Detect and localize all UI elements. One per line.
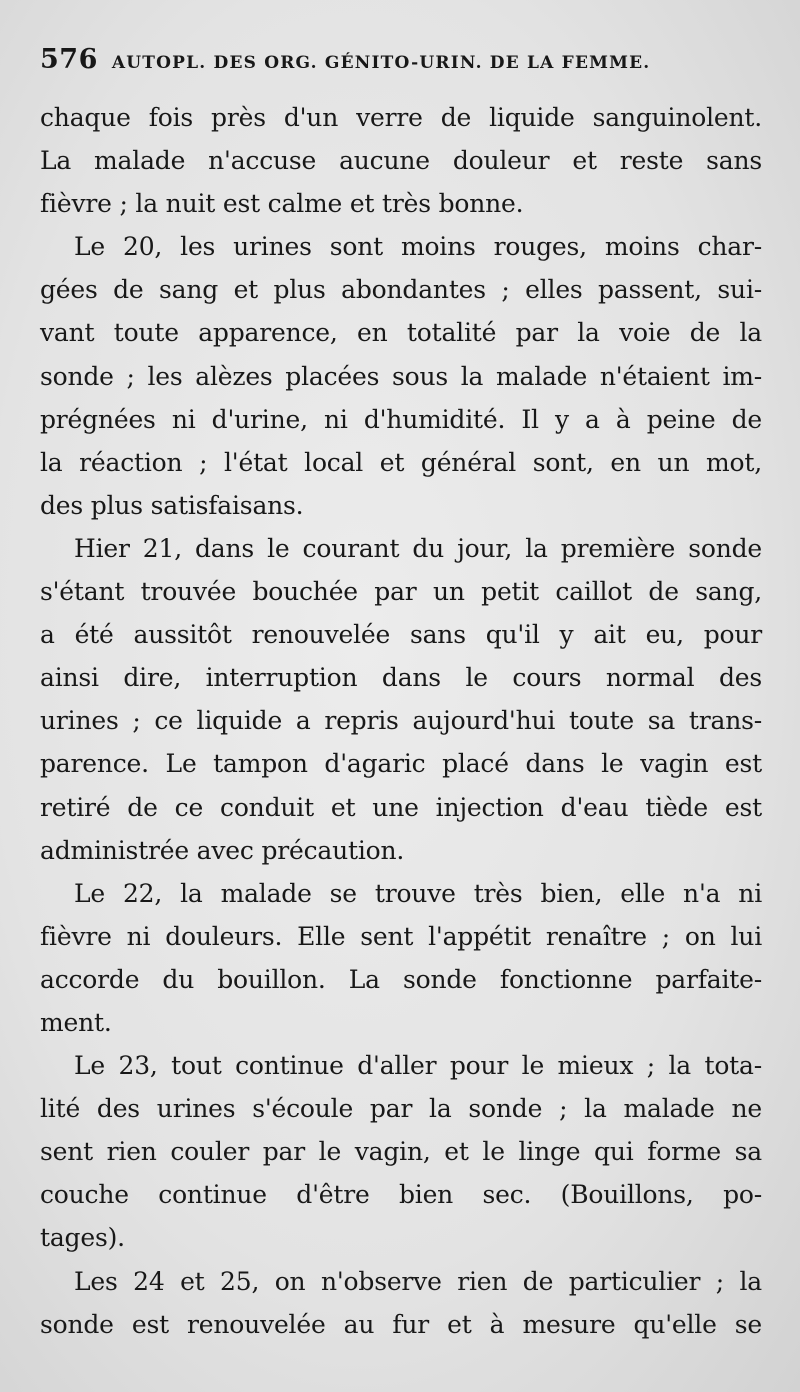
running-head bbox=[40, 40, 760, 80]
page-number: 576 bbox=[40, 44, 98, 75]
text-line: retiré de ce conduit et une injection d'eau tiède est bbox=[40, 792, 762, 822]
text-line: couche continue d'être bien sec. (Bouillons, po- bbox=[40, 1180, 762, 1210]
text-line: ainsi dire, interruption dans le cours normal des bbox=[40, 663, 762, 693]
running-head-title: AUTOPL. DES ORG. GÉNITO-URIN. DE LA FEMME. bbox=[111, 53, 651, 73]
text-line: administrée avec précaution. bbox=[40, 835, 405, 865]
text-line: tages). bbox=[40, 1223, 125, 1253]
text-line: la réaction ; l'état local et général sont, en un mot, bbox=[40, 447, 762, 477]
text-line: ment. bbox=[40, 1007, 112, 1037]
text-line: a été aussitôt renouvelée sans qu'il y ait eu, pour bbox=[40, 620, 762, 650]
text-line: accorde du bouillon. La sonde fonctionne parfaite- bbox=[40, 964, 762, 994]
text-line: prégnées ni d'urine, ni d'humidité. Il y a à peine de bbox=[40, 404, 762, 434]
text-line: sonde est renouvelée au fur et à mesure qu'elle se bbox=[40, 1309, 762, 1339]
text-line: parence. Le tampon d'agaric placé dans le vagin est bbox=[40, 749, 762, 779]
text-line: Le 23, tout continue d'aller pour le mieux ; la tota- bbox=[74, 1051, 762, 1081]
text-line: Le 22, la malade se trouve très bien, elle n'a ni bbox=[74, 878, 762, 908]
body-text bbox=[40, 96, 762, 1346]
text-line: lité des urines s'écoule par la sonde ; la malade ne bbox=[40, 1094, 762, 1124]
text-line: vant toute apparence, en totalité par la voie de la bbox=[40, 318, 762, 348]
text-line: sonde ; les alèzes placées sous la malade n'étaient im- bbox=[40, 361, 762, 391]
text-line: urines ; ce liquide a repris aujourd'hui toute sa trans- bbox=[40, 706, 762, 736]
text-line: La malade n'accuse aucune douleur et reste sans bbox=[40, 146, 762, 176]
text-line: sent rien couler par le vagin, et le linge qui forme sa bbox=[40, 1137, 762, 1167]
text-line: fièvre ni douleurs. Elle sent l'appétit renaître ; on lui bbox=[40, 921, 762, 951]
text-line: Le 20, les urines sont moins rouges, moins char- bbox=[74, 232, 762, 262]
text-line: Hier 21, dans le courant du jour, la première sonde bbox=[74, 533, 762, 563]
text-line: des plus satisfaisans. bbox=[40, 490, 304, 520]
text-line: s'étant trouvée bouchée par un petit caillot de sang, bbox=[40, 577, 762, 607]
text-line: Les 24 et 25, on n'observe rien de particulier ; la bbox=[74, 1266, 762, 1296]
text-line: gées de sang et plus abondantes ; elles passent, sui- bbox=[40, 275, 762, 305]
text-line: chaque fois près d'un verre de liquide sanguinolent. bbox=[40, 103, 762, 132]
text-line: fièvre ; la nuit est calme et très bonne. bbox=[40, 189, 524, 219]
